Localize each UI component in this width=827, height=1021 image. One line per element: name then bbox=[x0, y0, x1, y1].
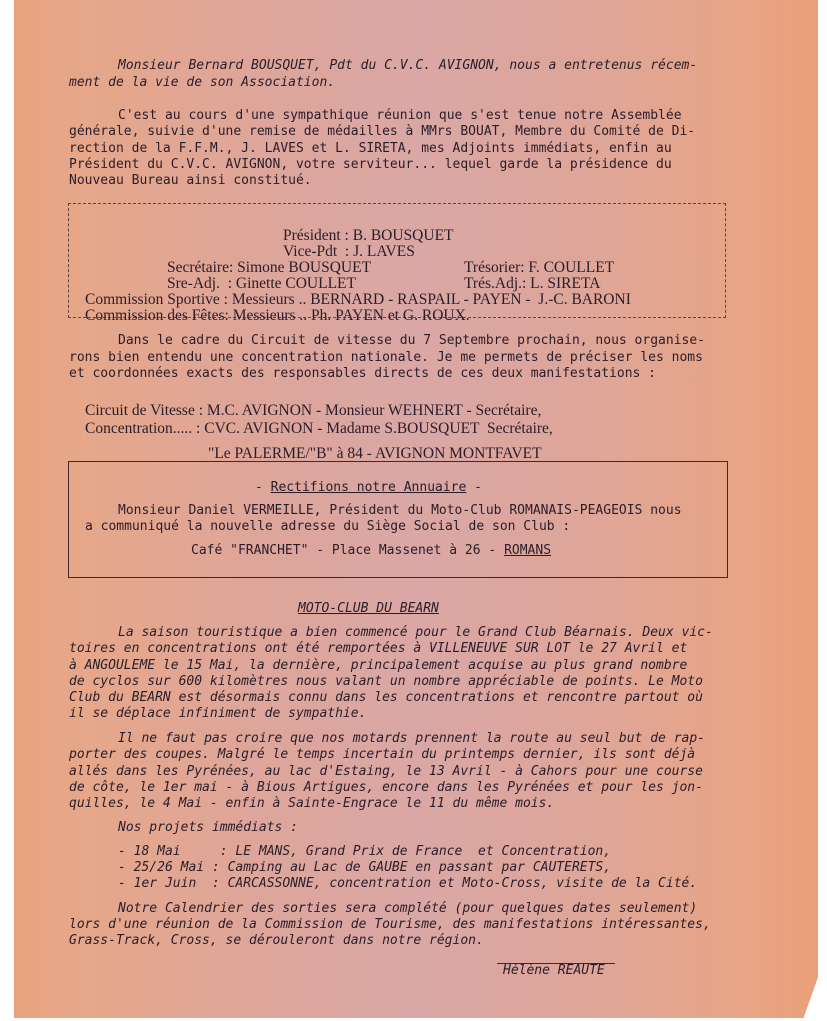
bureau-secretaire: Secrétaire: Simone BOUSQUET bbox=[167, 258, 372, 276]
bearn-projets-title: Nos projets immédiats : bbox=[118, 820, 299, 835]
bearn-p3-line-1: Notre Calendrier des sorties sera complété (pour quelques dates seulement) bbox=[118, 901, 698, 916]
bearn-projet-3: - 1er Juin : CARCASSONNE, concentration et Moto-Cross, visite de la Cité. bbox=[118, 876, 698, 891]
contact-concentration: Concentration..... : CVC. AVIGNON - Madame S.BOUSQUET Secrétaire, bbox=[85, 419, 553, 437]
para1-line-2: générale, suivie d'une remise de médailles à MMrs BOUAT, Membre du Comité de Di- bbox=[69, 124, 696, 139]
para1-line-4: Président du C.V.C. AVIGNON, votre serviteur... lequel garde la présidence du bbox=[69, 157, 672, 172]
intro-line-2: ment de la vie de son Association. bbox=[69, 75, 336, 90]
rectif-title: Rectifions notre Annuaire bbox=[270, 480, 467, 495]
bureau-president: Président : B. BOUSQUET bbox=[283, 226, 454, 244]
bearn-projet-1: - 18 Mai : LE MANS, Grand Prix de France et Concentration, bbox=[118, 844, 612, 859]
bearn-p1-line-5: Club du BEARN est désormais connu dans les concentrations et rencontre partout où bbox=[69, 690, 703, 705]
bearn-p1-line-3: à ANGOULEME le 15 Mai, la dernière, principalement acquise au plus grand nombre bbox=[69, 658, 688, 673]
para1-line-5: Nouveau Bureau ainsi constitué. bbox=[69, 173, 312, 188]
bureau-sre-adj: Sre-Adj. : Ginette COULLET bbox=[167, 274, 356, 292]
para2-line-3: et coordonnées exacts des responsables directs de ces deux manifestations : bbox=[69, 366, 656, 381]
bearn-p2-line-2: porter des coupes. Malgré le temps incertain du printemps dernier, ils sont déjà bbox=[69, 747, 696, 762]
bearn-p3-line-2: lors d'une réunion de la Commission de Tourisme, des manifestations intéressantes, bbox=[69, 917, 711, 932]
bureau-commission-fetes: Commission des Fêtes: Messieurs .. Ph. PAYEN et G. ROUX. bbox=[85, 306, 470, 324]
bearn-p3-line-3: Grass-Track, Cross, se dérouleront dans notre région. bbox=[69, 933, 484, 948]
signature-underline bbox=[497, 963, 615, 964]
bureau-commission-sportive: Commission Sportive : Messieurs .. BERNARD - RASPAIL - PAYEN - J.-C. BARONI bbox=[85, 290, 631, 308]
rectif-line-1: Monsieur Daniel VERMEILLE, Président du Moto-Club ROMANAIS-PEAGEOIS nous bbox=[118, 503, 682, 518]
rectif-address: Café "FRANCHET" - Place Massenet à 26 - bbox=[191, 543, 505, 558]
bearn-signature: Hélène REAUTE bbox=[503, 963, 605, 978]
para2-line-1: Dans le cadre du Circuit de vitesse du 7 Septembre prochain, nous organise- bbox=[118, 333, 705, 348]
bearn-title: MOTO-CLUB DU BEARN bbox=[298, 601, 439, 616]
bureau-tres-adj: Trés.Adj.: L. SIRETA bbox=[464, 274, 601, 292]
bearn-p2-line-3: allés dans les Pyrénées, au lac d'Estaing, le 13 Avril - à Cahors pour une course bbox=[69, 764, 703, 779]
rectif-line-2: a communiqué la nouvelle adresse du Siège Social de son Club : bbox=[85, 519, 571, 534]
bearn-p2-line-5: quilles, le 4 Mai - enfin à Sainte-Engrace le 11 du même mois. bbox=[69, 796, 555, 811]
rectif-title-row: - Rectifions notre Annuaire - bbox=[255, 480, 482, 495]
bearn-p2-line-4: de côte, le 1er mai - à Bious Artigues, encore dans les Pyrénées et pour les jon- bbox=[69, 780, 703, 795]
bearn-p2-line-1: Il ne faut pas croire que nos motards prennent la route au seul but de rap- bbox=[118, 731, 705, 746]
para1-line-1: C'est au cours d'une sympathique réunion que s'est tenue notre Assemblée bbox=[118, 108, 682, 123]
bureau-vice: Vice-Pdt : J. LAVES bbox=[283, 242, 415, 260]
bearn-p1-line-1: La saison touristique a bien commencé pour le Grand Club Béarnais. Deux vic- bbox=[118, 625, 713, 640]
bearn-projet-2: - 25/26 Mai : Camping au Lac de GAUBE en passant par CAUTERETS, bbox=[118, 860, 612, 875]
bearn-p1-line-4: de cyclos sur 600 kilomètres nous valant un nombre appréciable de points. Le Moto bbox=[69, 674, 703, 689]
rectif-line-3 bbox=[191, 543, 551, 560]
bearn-p1-line-2: toires en concentrations ont été remportées à VILLENEUVE SUR LOT le 27 Avril et bbox=[69, 641, 688, 656]
bearn-p1-line-6: il se déplace infiniment de sympathie. bbox=[69, 706, 367, 721]
bureau-tresorier: Trésorier: F. COULLET bbox=[464, 258, 615, 276]
contact-address: "Le PALERME/"B" à 84 - AVIGNON MONTFAVET bbox=[208, 444, 542, 462]
contact-circuit: Circuit de Vitesse : M.C. AVIGNON - Monsieur WEHNERT - Secrétaire, bbox=[85, 401, 542, 419]
intro-line-1: Monsieur Bernard BOUSQUET, Pdt du C.V.C. AVIGNON, nous a entretenus récem- bbox=[118, 58, 698, 73]
para1-line-3: rection de la F.F.M., J. LAVES et L. SIRETA, mes Adjoints immédiats, enfin au bbox=[69, 141, 672, 156]
rectif-city: ROMANS bbox=[504, 543, 552, 558]
para2-line-2: rons bien entendu une concentration nationale. Je me permets de préciser les noms bbox=[69, 350, 703, 365]
